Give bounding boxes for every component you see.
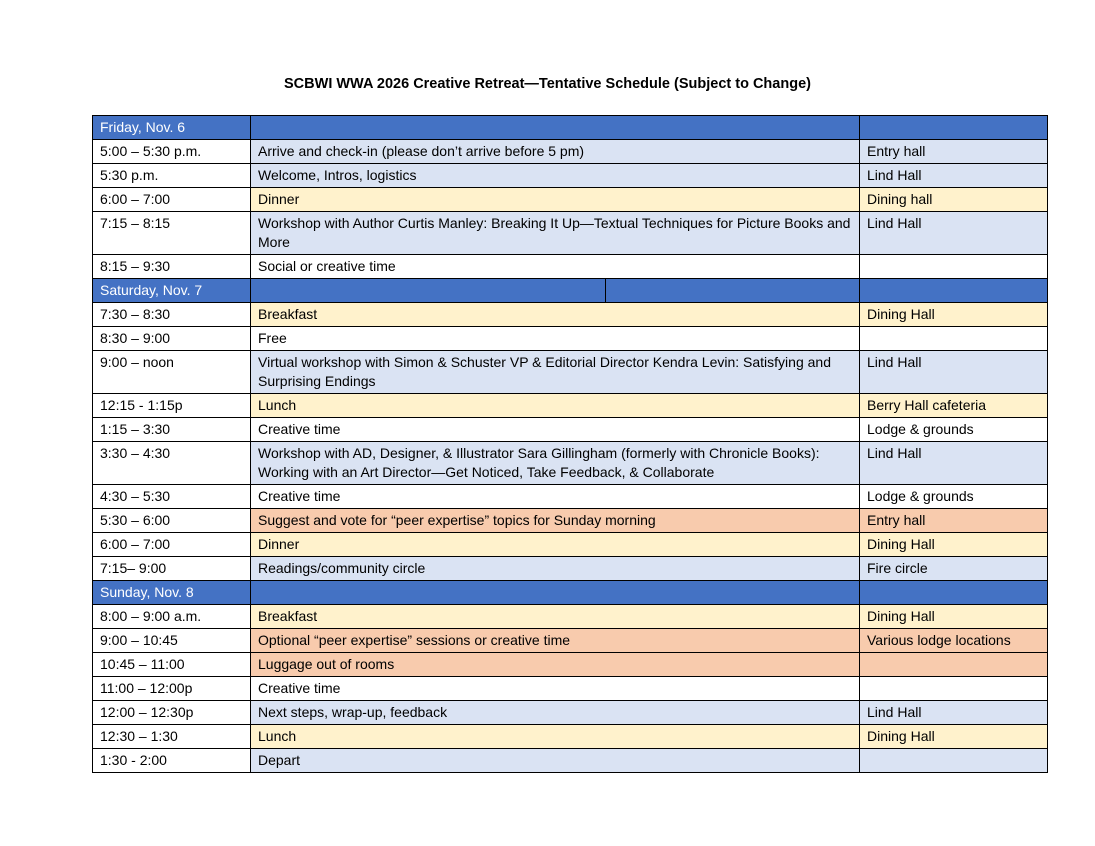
- location-cell: [860, 677, 1048, 701]
- time-cell: 1:30 - 2:00: [93, 749, 251, 773]
- time-cell: 9:00 – noon: [93, 351, 251, 394]
- activity-cell: Workshop with AD, Designer, & Illustrator Sara Gillingham (formerly with Chronicle Books): Working with an Art Director—Get Noticed, Take Feedback, & Collaborate: [251, 442, 860, 485]
- location-cell: Dining Hall: [860, 303, 1048, 327]
- activity-cell: Creative time: [251, 485, 860, 509]
- activity-cell: Depart: [251, 749, 860, 773]
- time-cell: 7:15– 9:00: [93, 557, 251, 581]
- table-row: [93, 605, 1048, 629]
- location-cell: Berry Hall cafeteria: [860, 394, 1048, 418]
- location-cell: [860, 749, 1048, 773]
- table-row: [93, 533, 1048, 557]
- location-cell: Entry hall: [860, 509, 1048, 533]
- activity-cell: Lunch: [251, 725, 860, 749]
- time-cell: 3:30 – 4:30: [93, 442, 251, 485]
- activity-cell: Dinner: [251, 188, 860, 212]
- activity-cell: Welcome, Intros, logistics: [251, 164, 860, 188]
- activity-cell: Readings/community circle: [251, 557, 860, 581]
- activity-cell: Next steps, wrap-up, feedback: [251, 701, 860, 725]
- location-cell: Fire circle: [860, 557, 1048, 581]
- table-row: [93, 351, 1048, 394]
- table-row: [93, 212, 1048, 255]
- day-header-empty-cell: [251, 581, 860, 605]
- table-row: [93, 164, 1048, 188]
- time-cell: 8:30 – 9:00: [93, 327, 251, 351]
- activity-cell: Optional “peer expertise” sessions or creative time: [251, 629, 860, 653]
- time-cell: 12:15 - 1:15p: [93, 394, 251, 418]
- table-row: [93, 629, 1048, 653]
- document-title: SCBWI WWA 2026 Creative Retreat—Tentative Schedule (Subject to Change): [284, 76, 811, 92]
- day-header-empty-cell: [606, 279, 860, 303]
- table-row: [93, 485, 1048, 509]
- table-row: [93, 701, 1048, 725]
- table-row: [93, 653, 1048, 677]
- time-cell: 5:30 p.m.: [93, 164, 251, 188]
- activity-cell: Arrive and check-in (please don’t arrive before 5 pm): [251, 140, 860, 164]
- day-header-location-cell: [860, 279, 1048, 303]
- table-row: [93, 677, 1048, 701]
- activity-cell: Social or creative time: [251, 255, 860, 279]
- location-cell: [860, 327, 1048, 351]
- activity-cell: Breakfast: [251, 605, 860, 629]
- time-cell: 5:00 – 5:30 p.m.: [93, 140, 251, 164]
- time-cell: 5:30 – 6:00: [93, 509, 251, 533]
- time-cell: 9:00 – 10:45: [93, 629, 251, 653]
- time-cell: 12:00 – 12:30p: [93, 701, 251, 725]
- location-cell: Lodge & grounds: [860, 485, 1048, 509]
- time-cell: 7:30 – 8:30: [93, 303, 251, 327]
- activity-cell: Creative time: [251, 418, 860, 442]
- location-cell: [860, 653, 1048, 677]
- table-row: [93, 188, 1048, 212]
- day-header-location-cell: [860, 581, 1048, 605]
- time-cell: 6:00 – 7:00: [93, 533, 251, 557]
- time-cell: 12:30 – 1:30: [93, 725, 251, 749]
- day-header: Sunday, Nov. 8: [93, 581, 251, 605]
- table-row: [93, 557, 1048, 581]
- table-row: [93, 394, 1048, 418]
- table-row: [93, 303, 1048, 327]
- day-header-row: [93, 581, 1048, 605]
- time-cell: 8:00 – 9:00 a.m.: [93, 605, 251, 629]
- location-cell: Various lodge locations: [860, 629, 1048, 653]
- table-row: [93, 327, 1048, 351]
- location-cell: Entry hall: [860, 140, 1048, 164]
- activity-cell: Free: [251, 327, 860, 351]
- table-row: [93, 509, 1048, 533]
- activity-cell: Luggage out of rooms: [251, 653, 860, 677]
- location-cell: Dining Hall: [860, 533, 1048, 557]
- day-header-location-cell: [860, 116, 1048, 140]
- activity-cell: Breakfast: [251, 303, 860, 327]
- time-cell: 6:00 – 7:00: [93, 188, 251, 212]
- activity-cell: Workshop with Author Curtis Manley: Breaking It Up—Textual Techniques for Picture Books and More: [251, 212, 860, 255]
- time-cell: 7:15 – 8:15: [93, 212, 251, 255]
- location-cell: Lind Hall: [860, 212, 1048, 255]
- table-row: [93, 418, 1048, 442]
- location-cell: Lodge & grounds: [860, 418, 1048, 442]
- schedule-body: [93, 116, 1048, 773]
- day-header: Saturday, Nov. 7: [93, 279, 251, 303]
- location-cell: Lind Hall: [860, 164, 1048, 188]
- day-header: Friday, Nov. 6: [93, 116, 251, 140]
- day-header-empty-cell: [251, 116, 860, 140]
- activity-cell: Suggest and vote for “peer expertise” topics for Sunday morning: [251, 509, 860, 533]
- day-header-empty-cell: [251, 279, 606, 303]
- day-header-row: [93, 279, 1048, 303]
- activity-cell: Lunch: [251, 394, 860, 418]
- table-row: [93, 140, 1048, 164]
- time-cell: 8:15 – 9:30: [93, 255, 251, 279]
- activity-cell: Virtual workshop with Simon & Schuster VP & Editorial Director Kendra Levin: Satisfying and Surprising Endings: [251, 351, 860, 394]
- location-cell: Lind Hall: [860, 701, 1048, 725]
- table-row: [93, 725, 1048, 749]
- activity-cell: Dinner: [251, 533, 860, 557]
- day-header-row: [93, 116, 1048, 140]
- time-cell: 1:15 – 3:30: [93, 418, 251, 442]
- location-cell: Dining Hall: [860, 725, 1048, 749]
- time-cell: 11:00 – 12:00p: [93, 677, 251, 701]
- location-cell: Lind Hall: [860, 442, 1048, 485]
- table-row: [93, 749, 1048, 773]
- time-cell: 4:30 – 5:30: [93, 485, 251, 509]
- table-row: [93, 255, 1048, 279]
- table-row: [93, 442, 1048, 485]
- schedule-table: [92, 115, 1048, 773]
- location-cell: Lind Hall: [860, 351, 1048, 394]
- location-cell: Dining Hall: [860, 605, 1048, 629]
- activity-cell: Creative time: [251, 677, 860, 701]
- location-cell: Dining hall: [860, 188, 1048, 212]
- location-cell: [860, 255, 1048, 279]
- time-cell: 10:45 – 11:00: [93, 653, 251, 677]
